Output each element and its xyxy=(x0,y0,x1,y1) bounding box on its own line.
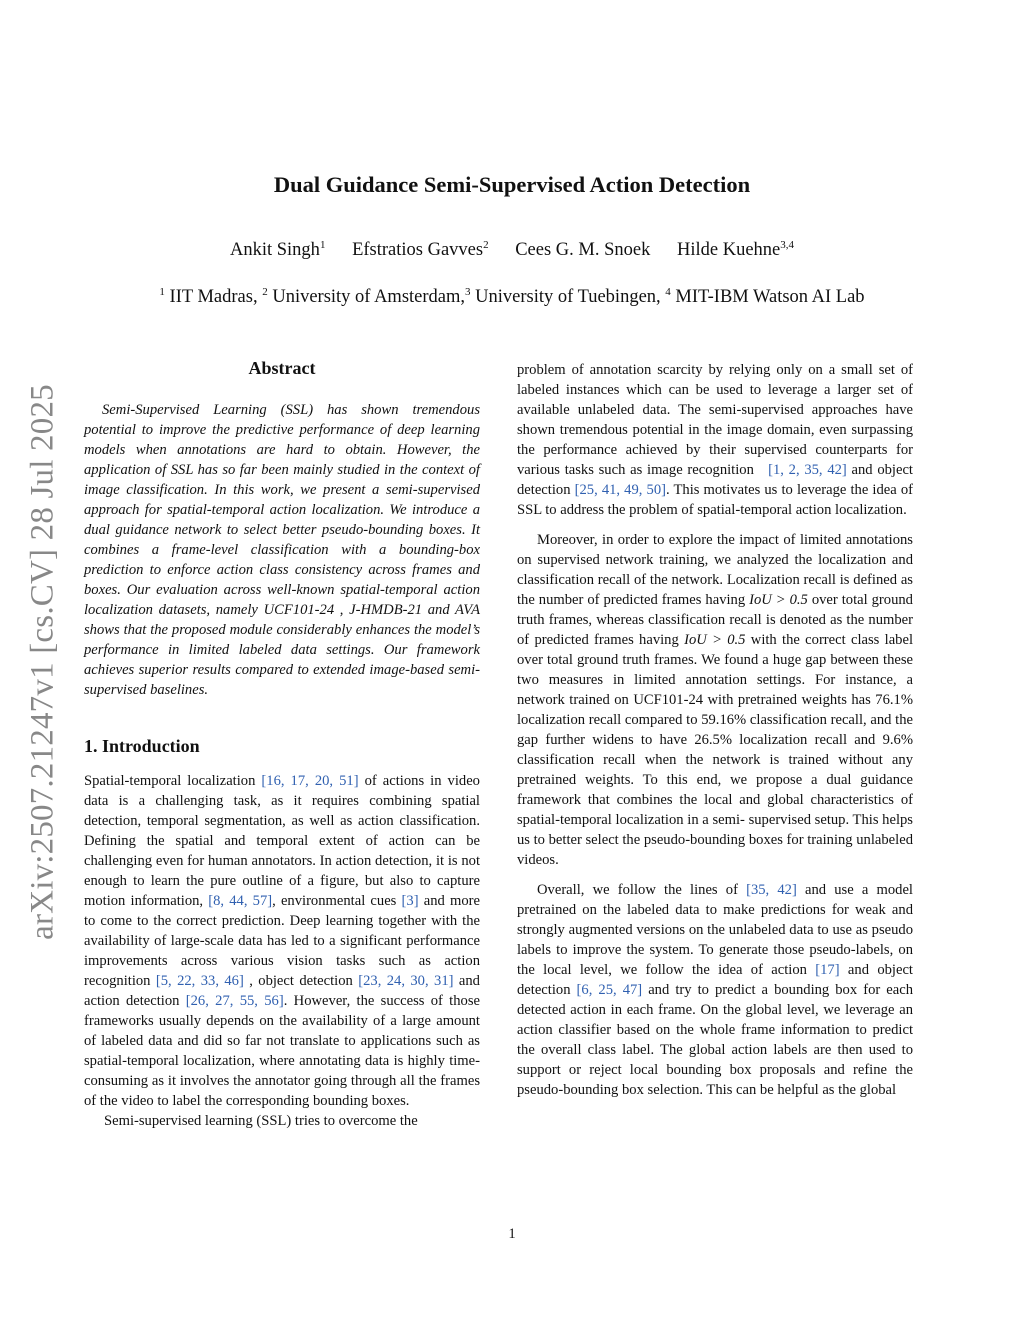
citation-link[interactable]: [23, 24, 30, 31] xyxy=(358,973,454,989)
citation-link[interactable]: [5, 22, 33, 46] xyxy=(155,973,244,989)
citation-link[interactable]: [16, 17, 20, 51] xyxy=(261,773,359,789)
citation-link[interactable]: [1, 2, 35, 42] xyxy=(768,462,847,478)
citation-link[interactable]: [17] xyxy=(815,962,840,978)
section-heading-introduction: 1. Introduction xyxy=(84,736,200,756)
affiliations: $^1$ IIT Madras, $^2$ University of Amsterdam,$^3$ University of Tuebingen, $^4$ MIT-IBM Watson AI Lab xyxy=(159,285,865,307)
intro-paragraph-2-cont: problem of annotation scarcity by relying only on a small set of labeled instances which can be used to leverage a larger set of available unlabeled data. The semi-supervised approaches have shown tremendous potential in the image domain, even surpassing the performance achieved by their supervised counterparts for various tasks such as image recognition [1, 2, 35, 42] and object detection [25, 41, 49, 50]. This motivates us to leverage the idea of SSL to address the problem of spatial-temporal action localization. xyxy=(517,362,913,518)
paper-title: Dual Guidance Semi-Supervised Action Detection xyxy=(273,172,751,197)
intro-paragraph-3: Moreover, in order to explore the impact of limited annotations on supervised network training, we analyzed the localization and classification recall of the network. Localization recall is defined as the number of predicted frames having IoU > 0.5 over total ground truth frames, whereas classification recall is denoted as the number of predicted frames having IoU > 0.5 with the correct class label over total ground truth frames. We found a huge gap between these two measures in limited annotation settings. For instance, a network trained on UCF101-24 with pretrained weights has 76.1% localization recall compared to 59.16% classification recall, and the gap further widens to have 26.5% localization recall and 9.6% classification recall when the network is trained without any pretrained weights. To this end, we propose a dual guidance framework that combines the local and global characteristics of spatial-temporal localization in a semi- supervised setup. This helps us to better select the pseudo-bounding boxes for training unlabeled videos. xyxy=(517,532,914,868)
author-list xyxy=(0,240,1024,261)
page-number: 1 xyxy=(508,1226,516,1242)
citation-link[interactable]: [25, 41, 49, 50] xyxy=(574,482,666,498)
math-iou: IoU > 0.5 xyxy=(749,592,808,608)
intro-paragraph-1: Spatial-temporal localization [16, 17, 20, 51] of actions in video data is a challenging task, as it requires combining spatial detection, temporal segmentation, as well as action classification. Defining the spatial and temporal extent of action can be challenging even for human annotators. In action detection, it is not enough to learn the pure outline of a figure, but also to capture motion information, [8, 44, 57], environmental cues [3] and more to come to the correct prediction. Deep learning together with the availability of large-scale data has led to a significant performance improvements across various vision tasks such as action recognition [5, 22, 33, 46] , object detection [23, 24, 30, 31] and action detection [26, 27, 55, 56]. However, the success of those frameworks usually depends on the availability of a large amount of labeled data and did so far not translate to applications such as spatial-temporal localization, where annotating data is highly time-consuming as it involves the annotator going through all the frames of the video to label the corresponding bounding boxes. xyxy=(84,773,480,1109)
arxiv-stamp: arXiv:2507.21247v1 [cs.CV] 28 Jul 2025 xyxy=(24,384,61,940)
citation-link[interactable]: [35, 42] xyxy=(746,882,797,898)
citation-link[interactable]: [8, 44, 57] xyxy=(208,893,273,909)
citation-link[interactable]: [26, 27, 55, 56] xyxy=(185,993,284,1009)
math-iou: IoU > 0.5 xyxy=(684,632,746,648)
left-column xyxy=(84,356,480,1131)
author-4: Hilde Kuehne$^{3,4}$ xyxy=(676,238,794,260)
right-column xyxy=(517,360,913,1100)
abstract-heading: Abstract xyxy=(248,358,316,378)
citation-link[interactable]: [3] xyxy=(401,893,419,909)
author-2: Efstratios Gavves$^2$ xyxy=(352,238,489,260)
intro-paragraph-2-start: Semi-supervised learning (SSL) tries to overcome the xyxy=(104,1113,418,1129)
intro-paragraph-4: Overall, we follow the lines of [35, 42] and use a model pretrained on the labeled data to make predictions for weak and strongly augmented versions on the unlabeled data to use as pseudo labels to improve the system. To generate those pseudo-labels, on the local level, we follow the idea of action [17] and object detection [6, 25, 47] and try to predict a bounding box for each detected action in each frame. On the global level, we leverage an action classifier based on the whole frame information to predict the overall class label. The global action labels are then used to support or reject local bounding box proposals and refine the pseudo-bounding box selection. This can be helpful as the global xyxy=(517,882,913,1098)
author-3: Cees G. M. Snoek xyxy=(515,240,651,260)
abstract-text: Semi-Supervised Learning (SSL) has shown tremendous potential to improve the predictive performance of deep learning models when annotations are hard to obtain. However, the application of SSL has so far been mainly studied in the context of image classification. In this work, we present a semi-supervised approach for spatial-temporal action localization. We introduce a dual guidance network to select better pseudo-bounding boxes. It combines a frame-level classification with a bounding-box prediction to enforce action class consistency across frames and boxes. Our evaluation across well-known spatial-temporal action localization datasets, namely UCF101-24 , J-HMDB-21 and AVA shows that the proposed module considerably enhances the model’s performance in limited labeled data settings. Our framework achieves superior results compared to extended image-based semi-supervised baselines. xyxy=(84,402,480,698)
author-1: Ankit Singh$^1$ xyxy=(229,238,326,260)
citation-link[interactable]: [6, 25, 47] xyxy=(576,982,643,998)
